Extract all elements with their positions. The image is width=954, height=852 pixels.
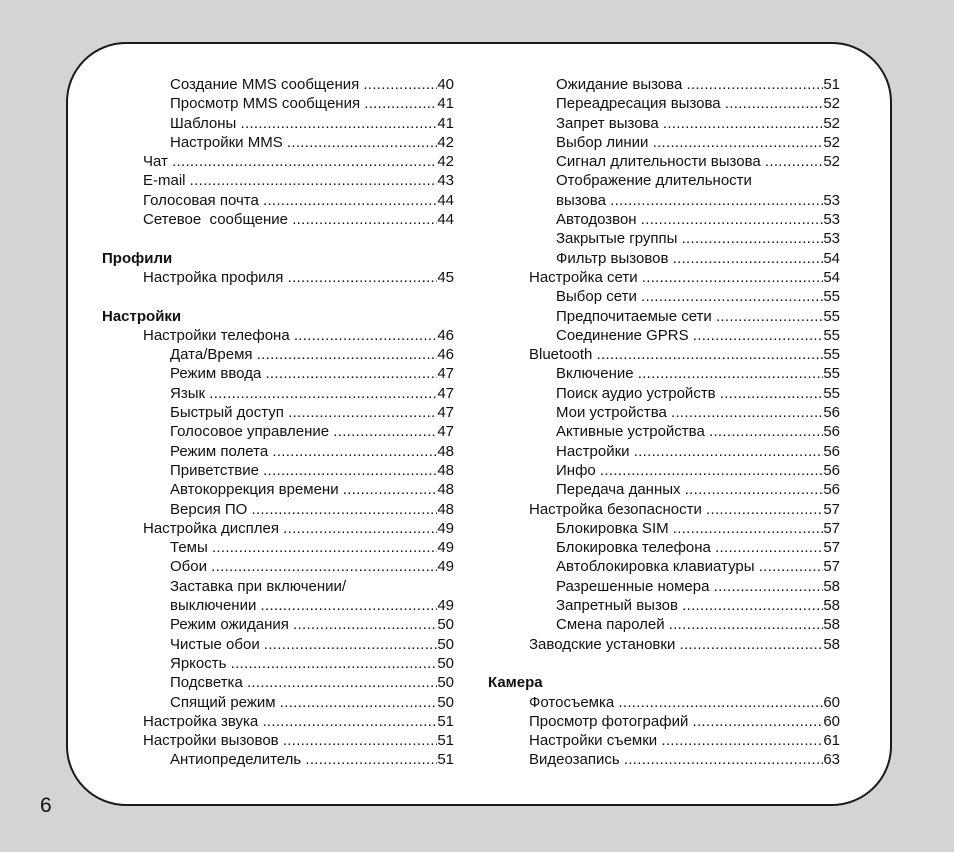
dot-leader	[714, 577, 824, 596]
toc-entry[interactable]	[102, 615, 454, 634]
toc-entry-page: 45	[437, 268, 454, 286]
toc-entry-title: Просмотр фотографий	[529, 712, 693, 730]
toc-entry-text: Отображение длительности	[556, 172, 752, 190]
toc-entry-page: 50	[437, 635, 454, 653]
toc-entry-title: Блокировка телефона	[556, 539, 716, 557]
dot-leader	[673, 249, 824, 268]
toc-entry-page: 54	[823, 268, 840, 286]
dot-leader	[641, 287, 823, 306]
toc-entry[interactable]	[102, 422, 454, 441]
toc-entry-title: Выбор линии	[556, 133, 653, 151]
toc-entry-title: Блокировка SIM	[556, 519, 673, 537]
toc-entry[interactable]	[488, 307, 840, 326]
toc-entry-page: 50	[437, 654, 454, 672]
dot-leader	[715, 538, 823, 557]
toc-entry-text: Заставка при включении/	[170, 577, 347, 595]
toc-entry-title: Настройки MMS	[170, 133, 287, 151]
dot-leader	[231, 654, 438, 673]
toc-entry[interactable]	[102, 403, 454, 422]
toc-entry[interactable]	[488, 364, 840, 383]
dot-leader	[693, 326, 824, 345]
page-number: 6	[40, 794, 52, 817]
toc-entry[interactable]	[102, 384, 454, 403]
toc-entry-page: 46	[437, 326, 454, 344]
toc-entry[interactable]	[102, 557, 454, 576]
toc-entry-title: Обои	[170, 558, 212, 576]
dot-leader	[597, 345, 824, 364]
toc-entry-page: 48	[437, 442, 454, 460]
toc-entry[interactable]	[102, 152, 454, 171]
dot-leader	[653, 133, 824, 152]
toc-entry[interactable]	[102, 673, 454, 692]
dot-leader	[364, 94, 437, 113]
dot-leader	[642, 268, 824, 287]
dot-leader	[263, 191, 437, 210]
toc-entry[interactable]	[102, 75, 454, 94]
toc-entry[interactable]	[488, 114, 840, 133]
toc-entry-page: 53	[823, 230, 840, 248]
toc-entry[interactable]	[102, 345, 454, 364]
toc-entry-page: 51	[823, 76, 840, 93]
toc-entry-page: 56	[823, 461, 840, 479]
toc-entry[interactable]	[102, 519, 454, 538]
toc-entry-page: 51	[437, 751, 454, 769]
toc-entry-title: Фильтр вызовов	[556, 249, 673, 267]
dot-leader	[288, 268, 438, 287]
dot-leader	[287, 133, 437, 152]
toc-entry-page: 55	[823, 307, 840, 325]
dot-leader	[293, 615, 437, 634]
toc-spacer	[102, 229, 454, 248]
toc-entry[interactable]	[488, 403, 840, 422]
toc-entry[interactable]	[488, 326, 840, 345]
toc-entry-title: Режим ожидания	[170, 616, 294, 634]
toc-entry-title: Запретный вызов	[556, 597, 683, 615]
toc-entry-page: 43	[437, 172, 454, 190]
toc-entry-title: Передача данных	[556, 481, 685, 499]
toc-entry[interactable]	[102, 94, 454, 113]
dot-leader	[618, 693, 823, 712]
toc-entry-title: Автодозвон	[556, 211, 641, 229]
toc-entry-title: Режим ввода	[170, 365, 266, 383]
toc-entry-page: 40	[437, 76, 454, 93]
toc-entry-page: 57	[823, 539, 840, 557]
toc-entry-page: 42	[437, 133, 454, 151]
toc-entry-title: Смена паролей	[556, 616, 669, 634]
toc-entry[interactable]	[102, 500, 454, 519]
dot-leader	[682, 229, 824, 248]
dot-leader	[669, 615, 824, 634]
toc-entry-page: 58	[823, 577, 840, 595]
dot-leader	[720, 384, 823, 403]
dot-leader	[172, 152, 437, 171]
toc-entry-page: 47	[437, 365, 454, 383]
toc-entry-page: 52	[823, 133, 840, 151]
toc-entry-page: 48	[437, 461, 454, 479]
toc-entry[interactable]	[102, 712, 454, 731]
toc-left-column	[102, 75, 454, 770]
toc-entry[interactable]	[102, 133, 454, 152]
toc-entry[interactable]	[102, 538, 454, 557]
toc-entry-title: Выбор сети	[556, 288, 641, 306]
toc-entry-page: 63	[823, 751, 840, 769]
toc-entry[interactable]	[102, 596, 454, 615]
toc-entry-page: 49	[437, 558, 454, 576]
toc-entry-title: Приветствие	[170, 461, 264, 479]
toc-entry-page: 60	[823, 712, 840, 730]
toc-spacer	[102, 287, 454, 306]
dot-leader	[693, 712, 824, 731]
dot-leader	[680, 635, 824, 654]
dot-leader	[624, 750, 823, 769]
dot-leader	[257, 345, 438, 364]
toc-entry-page: 56	[823, 442, 840, 460]
toc-entry[interactable]	[488, 94, 840, 113]
toc-entry[interactable]	[488, 750, 840, 769]
toc-entry[interactable]	[488, 693, 840, 712]
dot-leader	[251, 500, 437, 519]
dot-leader	[333, 422, 437, 441]
dot-leader	[212, 538, 437, 557]
toc-entry-page: 46	[437, 346, 454, 364]
dot-leader	[638, 364, 824, 383]
toc-entry-page: 51	[437, 712, 454, 730]
dot-leader	[661, 731, 823, 750]
toc-entry-page: 41	[437, 114, 454, 132]
toc-entry-page: 52	[823, 153, 840, 171]
toc-entry-title: Сигнал длительности вызова	[556, 153, 765, 171]
toc-entry-page: 55	[823, 384, 840, 402]
dot-leader	[634, 442, 824, 461]
toc-entry-title: Подсветка	[170, 674, 247, 692]
toc-entry-title: Спящий режим	[170, 693, 280, 711]
dot-leader	[716, 307, 823, 326]
toc-entry-title: E-mail	[143, 172, 190, 190]
toc-entry-page: 61	[823, 732, 840, 750]
toc-entry-page: 57	[823, 519, 840, 537]
dot-leader	[190, 171, 438, 190]
dot-leader	[265, 364, 437, 383]
toc-entry-title: Версия ПО	[170, 500, 252, 518]
toc-entry-page: 42	[437, 153, 454, 171]
toc-entry-page: 57	[823, 500, 840, 518]
toc-entry-title: Голосовая почта	[143, 191, 263, 209]
toc-entry-title: Быстрый доступ	[170, 404, 289, 422]
toc-entry[interactable]	[102, 171, 454, 190]
toc-entry[interactable]	[102, 693, 454, 712]
toc-entry-page: 55	[823, 365, 840, 383]
toc-entry-title: Настройка звука	[143, 712, 263, 730]
dot-leader	[765, 152, 823, 171]
toc-entry-title: Антиопределитель	[170, 751, 306, 769]
toc-entry[interactable]	[488, 229, 840, 248]
dot-leader	[264, 635, 437, 654]
toc-entry[interactable]	[488, 538, 840, 557]
dot-leader	[209, 384, 437, 403]
toc-entry-page: 47	[437, 384, 454, 402]
toc-entry-page: 58	[823, 635, 840, 653]
toc-entry[interactable]	[488, 384, 840, 403]
toc-entry[interactable]	[488, 480, 840, 499]
dot-leader	[709, 422, 823, 441]
toc-entry-page: 55	[823, 346, 840, 364]
toc-entry[interactable]	[488, 133, 840, 152]
toc-entry-page: 56	[823, 423, 840, 441]
toc-entry[interactable]	[488, 557, 840, 576]
toc-entry[interactable]	[102, 461, 454, 480]
toc-entry-title: Соединение GPRS	[556, 326, 693, 344]
dot-leader	[725, 94, 824, 113]
dot-leader	[641, 210, 824, 229]
toc-entry-title: Настройки съемки	[529, 732, 662, 750]
toc-entry[interactable]	[488, 635, 840, 654]
toc-entry-page: 56	[823, 481, 840, 499]
toc-entry-page: 49	[437, 539, 454, 557]
toc-entry-title: Голосовое управление	[170, 423, 334, 441]
dot-leader	[682, 596, 823, 615]
toc-entry[interactable]	[488, 191, 840, 210]
toc-entry-page: 44	[437, 191, 454, 209]
toc-entry-title: Темы	[170, 539, 212, 557]
dot-leader	[288, 403, 437, 422]
toc-entry-page: 44	[437, 211, 454, 229]
toc-entry-title: вызова	[556, 191, 611, 209]
dot-leader	[294, 326, 437, 345]
dot-leader	[283, 731, 438, 750]
toc-entry-title: Настройка сети	[529, 268, 642, 286]
toc-section-heading: Настройки	[102, 307, 182, 325]
toc-entry[interactable]	[102, 442, 454, 461]
toc-right-column	[488, 75, 840, 770]
toc-entry[interactable]	[102, 750, 454, 769]
toc-entry[interactable]	[102, 635, 454, 654]
toc-entry[interactable]	[488, 731, 840, 750]
toc-entry-title: Настройки	[556, 442, 634, 460]
toc-entry[interactable]	[488, 152, 840, 171]
dot-leader	[363, 75, 437, 94]
toc-entry-title: Дата/Время	[170, 346, 257, 364]
toc-entry[interactable]	[102, 210, 454, 229]
toc-entry-title: Активные устройства	[556, 423, 709, 441]
dot-leader	[261, 596, 438, 615]
dot-leader	[673, 519, 824, 538]
toc-entry[interactable]	[102, 114, 454, 133]
toc-entry-page: 52	[823, 114, 840, 132]
dot-leader	[283, 519, 437, 538]
toc-entry-page: 48	[437, 481, 454, 499]
toc-entry-page: 58	[823, 616, 840, 634]
toc-entry-title: Настройки телефона	[143, 326, 294, 344]
toc-section-heading: Профили	[102, 249, 173, 267]
dot-leader	[610, 191, 823, 210]
toc-entry-title: Шаблоны	[170, 114, 241, 132]
toc-entry-page: 53	[823, 211, 840, 229]
toc-entry-title: Яркость	[170, 654, 231, 672]
toc-entry-page: 51	[437, 732, 454, 750]
toc-entry-title: Настройка дисплея	[143, 519, 284, 537]
toc-entry[interactable]	[488, 519, 840, 538]
dot-leader	[280, 693, 438, 712]
toc-entry[interactable]	[488, 577, 840, 596]
toc-entry[interactable]	[102, 326, 454, 345]
toc-entry-page: 60	[823, 693, 840, 711]
toc-entry-title: Включение	[556, 365, 638, 383]
toc-entry-title: Мои устройства	[556, 404, 671, 422]
dot-leader	[671, 403, 823, 422]
toc-entry-title: Фотосъемка	[529, 693, 619, 711]
toc-entry-title: Ожидание вызова	[556, 76, 687, 93]
toc-entry-title: Инфо	[556, 461, 600, 479]
dot-leader	[759, 557, 824, 576]
toc-entry-title: Чистые обои	[170, 635, 264, 653]
toc-entry-page: 48	[437, 500, 454, 518]
toc-entry[interactable]	[488, 615, 840, 634]
toc-entry[interactable]	[488, 461, 840, 480]
toc-entry-page: 57	[823, 558, 840, 576]
toc-entry-page: 50	[437, 674, 454, 692]
toc-entry[interactable]	[102, 654, 454, 673]
toc-entry-page: 56	[823, 404, 840, 422]
toc-entry[interactable]	[102, 731, 454, 750]
toc-entry-title: Настройка профиля	[143, 268, 288, 286]
toc-entry[interactable]	[488, 422, 840, 441]
toc-entry-title: Предпочитаемые сети	[556, 307, 716, 325]
toc-spacer	[488, 654, 840, 673]
dot-leader	[305, 750, 437, 769]
dot-leader	[241, 114, 438, 133]
toc-entry-title: Сетевое сообщение	[143, 211, 293, 229]
toc-entry-page: 41	[437, 95, 454, 113]
toc-entry[interactable]	[488, 596, 840, 615]
toc-entry-title: Язык	[170, 384, 210, 402]
toc-entry[interactable]	[102, 480, 454, 499]
toc-entry-title: Режим полета	[170, 442, 273, 460]
page-frame	[66, 42, 892, 806]
toc-section-heading: Камера	[488, 674, 543, 692]
toc-entry-page: 49	[437, 597, 454, 615]
toc-entry-title: Чат	[143, 153, 173, 171]
toc-entry[interactable]	[102, 268, 454, 287]
dot-leader	[706, 500, 823, 519]
dot-leader	[686, 75, 823, 94]
toc-entry[interactable]	[488, 210, 840, 229]
toc-entry-title: Просмотр MMS сообщения	[170, 95, 365, 113]
toc-entry-title: Закрытые группы	[556, 230, 682, 248]
dot-leader	[685, 480, 824, 499]
toc-entry[interactable]	[102, 364, 454, 383]
toc-entry[interactable]	[488, 345, 840, 364]
toc-entry-title: выключении	[170, 597, 261, 615]
dot-leader	[663, 114, 823, 133]
toc-entry-title: Запрет вызова	[556, 114, 663, 132]
toc-entry[interactable]	[102, 191, 454, 210]
toc-entry-title: Разрешенные номера	[556, 577, 714, 595]
toc-entry-page: 55	[823, 326, 840, 344]
dot-leader	[272, 442, 437, 461]
toc-entry-title: Настройки вызовов	[143, 732, 283, 750]
toc-entry-page: 47	[437, 404, 454, 422]
toc-entry-page: 54	[823, 249, 840, 267]
toc-entry-title: Поиск аудио устройств	[556, 384, 720, 402]
toc-entry-title: Создание MMS сообщения	[170, 76, 364, 93]
toc-entry-page: 50	[437, 693, 454, 711]
dot-leader	[211, 557, 437, 576]
toc-entry-title: Видеозапись	[529, 751, 624, 769]
dot-leader	[247, 673, 437, 692]
toc-entry-title: Автоблокировка клавиатуры	[556, 558, 759, 576]
dot-leader	[343, 480, 438, 499]
toc-entry[interactable]	[488, 268, 840, 287]
toc-entry-page: 50	[437, 616, 454, 634]
toc-entry-title: Заводские установки	[529, 635, 680, 653]
toc-entry-page: 53	[823, 191, 840, 209]
dot-leader	[263, 461, 437, 480]
toc-entry[interactable]	[488, 75, 840, 94]
toc-entry-page: 49	[437, 519, 454, 537]
toc-entry-title: Bluetooth	[529, 346, 597, 364]
toc-entry[interactable]	[488, 249, 840, 268]
toc-entry[interactable]	[488, 500, 840, 519]
toc-entry[interactable]	[488, 712, 840, 731]
dot-leader	[600, 461, 823, 480]
dot-leader	[292, 210, 437, 229]
toc-entry[interactable]	[488, 442, 840, 461]
toc-entry-title: Переадресация вызова	[556, 95, 725, 113]
toc-entry-page: 52	[823, 95, 840, 113]
dot-leader	[262, 712, 437, 731]
toc-entry-page: 55	[823, 288, 840, 306]
toc-entry[interactable]	[488, 287, 840, 306]
toc-entry-page: 47	[437, 423, 454, 441]
toc-entry-page: 58	[823, 597, 840, 615]
toc-entry-title: Настройка безопасности	[529, 500, 707, 518]
toc-entry-title: Автокоррекция времени	[170, 481, 343, 499]
